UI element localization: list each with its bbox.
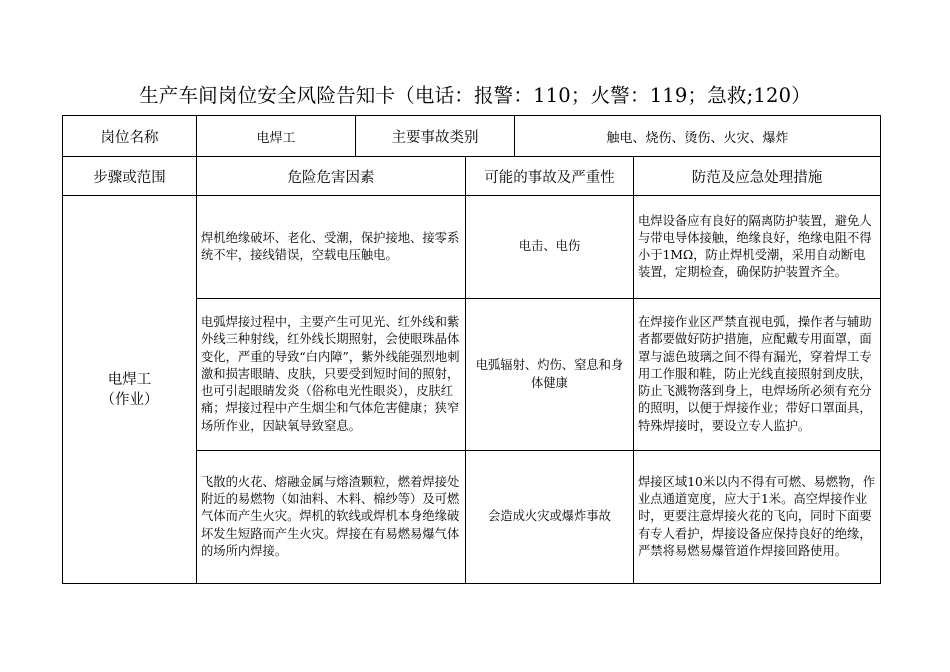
hazard-cell: 焊机绝缘破坏、老化、受潮，保护接地、接零系统不牢，接线错误，空载电压触电。: [197, 196, 466, 299]
header-row: [63, 116, 881, 157]
col-header-hazard: 危险危害因素: [197, 157, 466, 196]
hazard-cell: 飞散的火花、熔融金属与熔渣颗粒，燃着焊接处附近的易燃物（如油料、木料、棉纱等）及可燃气体而产生火灾。焊机的软线或焊机本身绝缘破坏发生短路而产生火灾。焊接在有易燃易爆气体的场所内焊接。: [197, 451, 466, 584]
measures-cell: 电焊设备应有良好的隔离防护装置，避免人与带电导体接触，绝缘良好，绝缘电阻不得小于1MΩ，防止焊机受潮，采用自动断电装置，定期检查，确保防护装置齐全。: [634, 196, 881, 299]
measures-cell: 焊接区域10米以内不得有可燃、易燃物，作业点通道宽度，应大于1米。高空焊接作业时，更要注意焊接火花的飞向，同时下面要有专人看护，焊接设备应保持良好的绝缘，严禁将易燃易爆管道作焊接回路使用。: [634, 451, 881, 584]
page-title: 生产车间岗位安全风险告知卡（电话：报警：110；火警：119；急救;120）: [139, 84, 811, 107]
consequence-cell: 电弧辐射、灼伤、窒息和身体健康: [466, 299, 634, 451]
step-name: 电焊工: [107, 371, 152, 388]
col-header-consequence: 可能的事故及严重性: [466, 157, 634, 196]
step-scope: （作业）: [100, 391, 159, 408]
hazard-cell: 电弧焊接过程中，主要产生可见光、红外线和紫外线三种射线，红外线长期照射，会使眼珠晶体变化，严重的导致“白内障”，紫外线能强烈地刺激和损害眼睛、皮肤，只要受到短时间的照射，也可引起眼睛发炎（俗称电光性眼炎），皮肤红痛；焊接过程中产生烟尘和气体危害健康；狭窄场所作业，因缺氧导致窒息。: [197, 299, 466, 451]
post-name-value: 电焊工: [197, 116, 356, 157]
table-row: [63, 196, 881, 299]
accident-type-value: 触电、烧伤、烫伤、火灾、爆炸: [515, 116, 881, 157]
col-header-measures: 防范及应急处理措施: [634, 157, 881, 196]
step-cell: [63, 196, 197, 584]
col-header-step: 步骤或范围: [63, 157, 197, 196]
consequence-cell: 会造成火灾或爆炸事故: [466, 451, 634, 584]
post-name-label: 岗位名称: [63, 116, 197, 157]
measures-cell: 在焊接作业区严禁直视电弧，操作者与辅助者都要做好防护措施，应配戴专用面罩，面罩与滤色玻璃之间不得有漏光，穿着焊工专用工作服和鞋，防止光线直接照射到皮肤，防止飞溅物落到身上，电焊场所必须有充分的照明，以便于焊接作业；带好口罩面具，特殊焊接时，要设立专人监护。: [634, 299, 881, 451]
accident-type-label: 主要事故类别: [356, 116, 515, 157]
column-header-row: [63, 157, 881, 196]
consequence-cell: 电击、电伤: [466, 196, 634, 299]
risk-notice-table: [62, 115, 881, 584]
